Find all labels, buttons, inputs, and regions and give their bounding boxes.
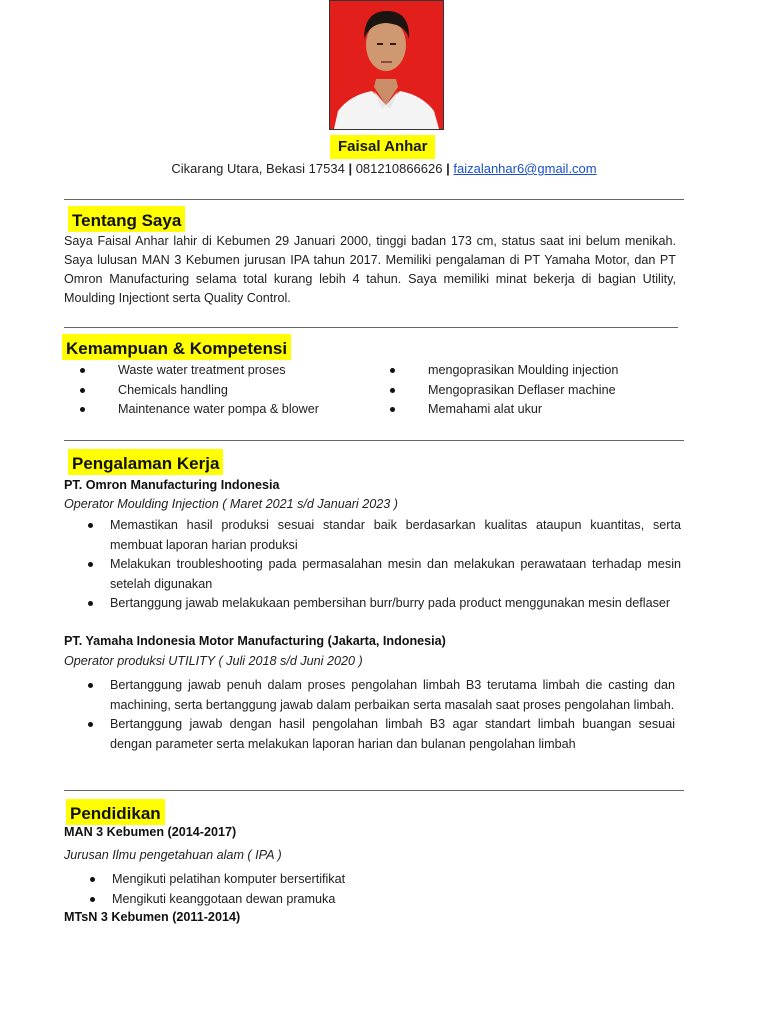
divider: [64, 440, 684, 441]
school-major: Jurusan Ilmu pengetahuan alam ( IPA ): [64, 848, 282, 862]
list-item: mengoprasikan Moulding injection: [404, 361, 684, 381]
job-role: Operator Moulding Injection ( Maret 2021 s/d Januari 2023 ): [64, 497, 398, 511]
about-heading: Tentang Saya: [68, 206, 185, 232]
duties-list: [110, 516, 681, 614]
skills-heading: Kemampuan & Kompetensi: [62, 334, 291, 360]
list-item: Memastikan hasil produksi sesuai standar baik berdasarkan kualitas ataupun kuantitas, serta membuat laporan harian produksi: [110, 516, 681, 555]
list-item: Chemicals handling: [94, 381, 394, 401]
company-name: PT. Yamaha Indonesia Motor Manufacturing (Jakarta, Indonesia): [64, 634, 446, 648]
experience-heading: Pengalaman Kerja: [68, 449, 223, 475]
skills-list-left: [94, 361, 394, 420]
company-name: PT. Omron Manufacturing Indonesia: [64, 478, 280, 492]
skills-list-right: [404, 361, 684, 420]
list-item: Mengikuti keanggotaan dewan pramuka: [112, 890, 512, 910]
person-portrait-icon: [330, 1, 443, 129]
divider: [64, 790, 684, 791]
education-heading: Pendidikan: [66, 799, 165, 825]
divider: [64, 199, 684, 200]
list-item: Waste water treatment proses: [94, 361, 394, 381]
separator: |: [446, 161, 450, 176]
list-item: Maintenance water pompa & blower: [94, 400, 394, 420]
address: Cikarang Utara, Bekasi 17534: [171, 161, 345, 176]
job-role: Operator produksi UTILITY ( Juli 2018 s/d Juni 2020 ): [64, 654, 363, 668]
school-name: MAN 3 Kebumen (2014-2017): [64, 825, 237, 839]
email-link[interactable]: faizalanhar6@gmail.com: [453, 161, 597, 176]
about-text: Saya Faisal Anhar lahir di Kebumen 29 Januari 2000, tinggi badan 173 cm, status saat ini belum menikah. Saya lulusan MAN 3 Kebumen jurusan IPA tahun 2017. Memiliki pengalaman di PT Yamaha Motor, dan PT Omron Manufacturing selama total kurang lebih 4 tahun. Saya memiliki minat bekerja di bagian Utility, Moulding Injectiont serta Quality Control.: [64, 234, 676, 305]
candidate-name: Faisal Anhar: [330, 135, 435, 159]
divider: [64, 327, 678, 328]
list-item: Mengikuti pelatihan komputer bersertifikat: [112, 870, 512, 890]
separator: |: [348, 161, 353, 176]
list-item: Bertanggung jawab penuh dalam proses pengolahan limbah B3 terutama limbah die casting dan machining, serta bertanggung jawab dalam perbaikan serta masalah saat proses pengolahan limbah.: [110, 676, 675, 715]
list-item: Bertanggung jawab melakukaan pembersihan burr/burry pada product menggunakan mesin deflaser: [110, 594, 681, 614]
list-item: Melakukan troubleshooting pada permasalahan mesin dan melakukan perawataan terhadap mesin setelah digunakan: [110, 555, 681, 594]
list-item: Memahami alat ukur: [404, 400, 684, 420]
contact-line: [0, 161, 768, 176]
duties-list: [110, 676, 675, 754]
activities-list: [112, 870, 512, 909]
profile-photo: [329, 0, 444, 130]
phone: 081210866626: [355, 161, 443, 176]
list-item: Mengoprasikan Deflaser machine: [404, 381, 684, 401]
list-item: Bertanggung jawab dengan hasil pengolahan limbah B3 agar standart limbah buangan sesuai dengan parameter serta melakukan laporan harian dan bulanan pengolahan limbah: [110, 715, 675, 754]
school-name: MTsN 3 Kebumen (2011-2014): [64, 910, 241, 924]
